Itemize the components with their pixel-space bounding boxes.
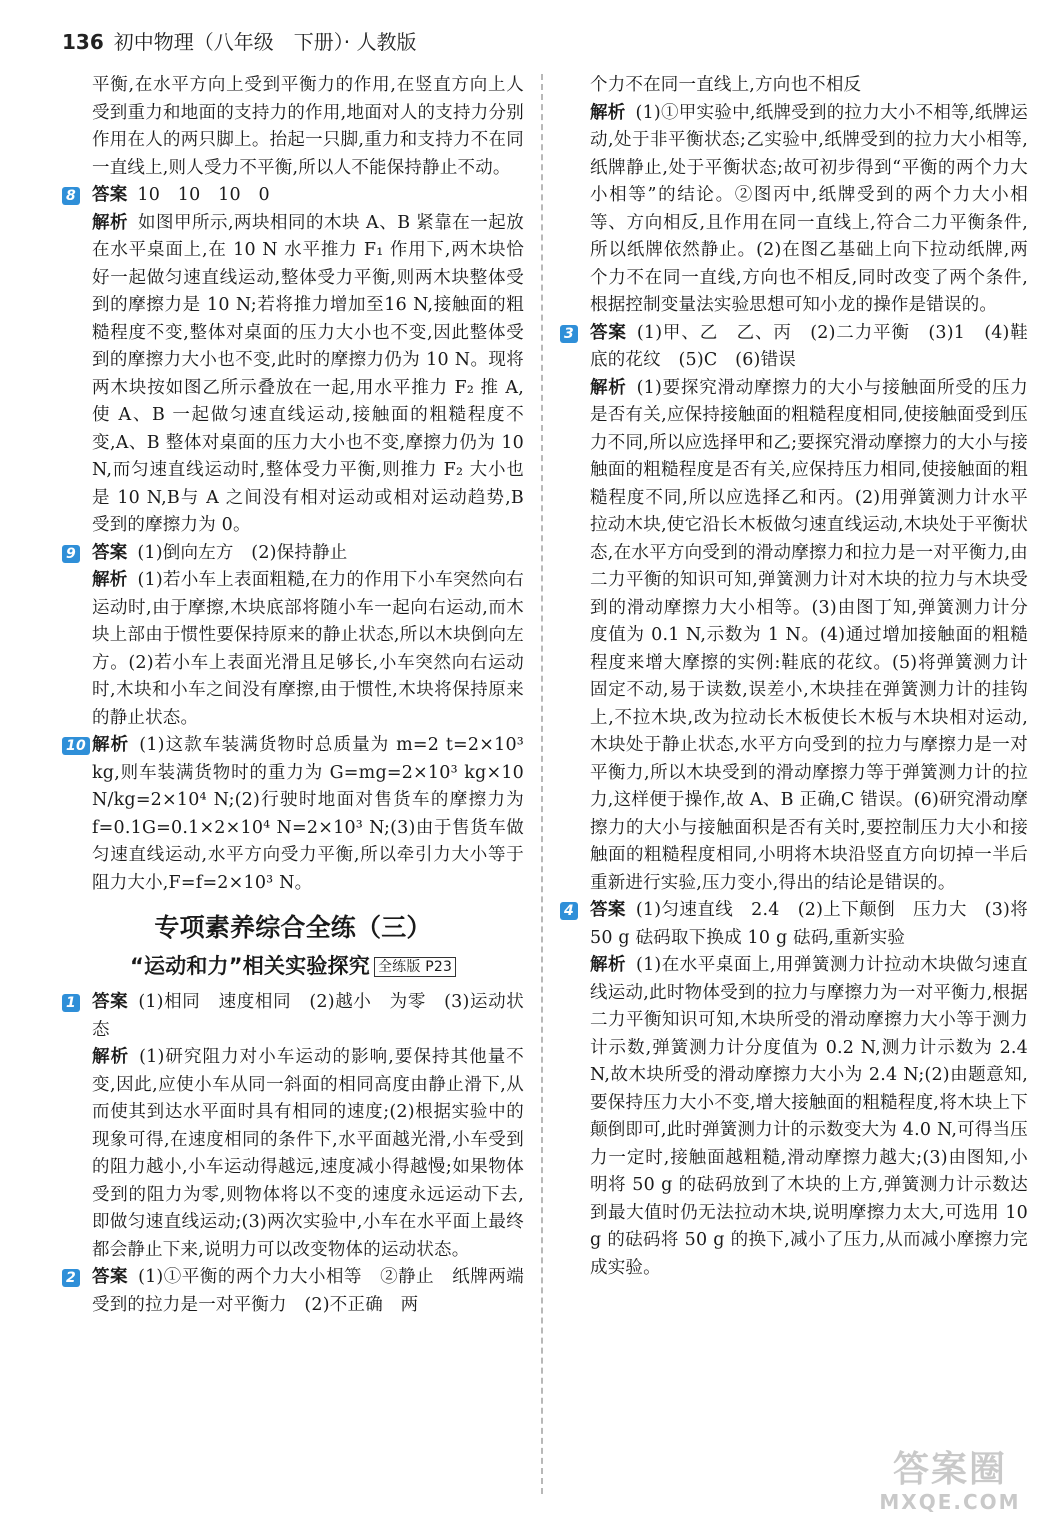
page-number: 136 [62,30,104,54]
analysis-label: 解析 [590,102,626,123]
analysis-text: (1)这款车装满货物时总质量为 m=2 t=2×10³ kg,则车装满货物时的重力为 G=mg=2×10³ kg×10 N/kg=2×10⁴ N;(2)行驶时地面对售货车的摩擦力为 f=0.1G=0.1×2×10⁴ N=2×10³ N;(3)由于售货车做匀速直线运动,水平方向受力平衡,所以牵引力大小等于阻力大小,F=f=2×10³ N。 [92,735,524,893]
question-number: 8 [62,187,80,205]
right-column [560,72,1028,1282]
question-number: 10 [62,737,90,755]
analysis-text: (1)在水平桌面上,用弹簧测力计拉动木块做匀速直线运动,此时物体受到的拉力与摩擦力为一对平衡力,根据二力平衡知识可知,木块所受的滑动摩擦力大小等于测力计示数,弹簧测力计分度值为 0.2 N,测力计示数为 2.4 N,故木块所受的滑动摩擦力大小为 2.4 N;(2)由题意知,要保持压力大小不变,增大接触面的粗糙程度,将木块上下颠倒即可,此时弹簧测力计的示数变大为 4.0 N,可得当压力一定时,接触面越粗糙,滑动摩擦力越大;(3)由图知,小明将 50 g 的砝码放到了木块的上方,弹簧测力计示数达到最大值时仍无法拉动木块,说明摩擦力太大,可选用 10 g 的砝码将 50 g 的换下,减小了压力,从而减小摩擦力完成实验。 [590,955,1028,1278]
question-number: 3 [560,325,578,343]
analysis-label: 解析 [92,212,128,233]
question-number: 2 [62,1269,80,1287]
section-tag: 全练版 P23 [374,957,456,977]
question-number: 9 [62,545,80,563]
section-subtitle-text: “运动和力”相关实验探究 [129,954,370,978]
book-title: 初中物理（八年级 下册）· 人教版 [113,30,417,54]
answer-label: 答案 [92,992,129,1012]
analysis-text: (1)若小车上表面粗糙,在力的作用下小车突然向右运动时,由于摩擦,木块底部将随小车一起向右运动,而木块上部由于惯性要保持原来的静止状态,所以木块倒向左方。(2)若小车上表面光滑且足够长,小车突然向右运动时,木块和小车之间没有摩擦,由于惯性,木块将保持原来的静止状态。 [92,570,524,728]
analysis-text: (1)要探究滑动摩擦力的大小与接触面所受的压力是否有关,应保持接触面的粗糙程度相同,使接触面受到压力不同,所以应选择甲和乙;要探究滑动摩擦力的大小与接触面的粗糙程度是否有关,应保持压力相同,使接触面的粗糙程度不同,所以应选择乙和丙。(2)用弹簧测力计水平拉动木块,使它沿长木板做匀速直线运动,木块处于平衡状态,在水平方向受到的滑动摩擦力和拉力是一对平衡力,由二力平衡的知识可知,弹簧测力计对木块的拉力与木块受到的滑动摩擦力大小相等。(3)由图丁知,弹簧测力计分度值为 0.1 N,示数为 1 N。(4)通过增加接触面的粗糙程度来增大摩擦的实例:鞋底的花纹。(5)将弹簧测力计固定不动,易于读数,误差小,木块挂在弹簧测力计的挂钩上,不拉木块,改为拉动长木板使长木板与木块相对运动,木块处于静止状态,水平方向受到的拉力与摩擦力是一对平衡力,所以木块受到的滑动摩擦力等于弹簧测力计的拉力,这样便于操作,故 A、B 正确,C 错误。(6)研究滑动摩擦力的大小与接触面积是否有关时,要控制压力大小和接触面的粗糙程度相同,小明将木块沿竖直方向切掉一半后重新进行实验,压力变小,得出的结论是错误的。 [590,377,1028,893]
watermark [870,1450,1030,1514]
answer-text: (1)匀速直线 2.4 (2)上下颠倒 压力大 (3)将 50 g 砝码取下换成 10 g 砝码,重新实验 [590,900,1028,948]
answer-label: 答案 [590,322,627,343]
answer-text: (1)相同 速度相同 (2)越小 为零 (3)运动状态 [92,992,524,1040]
continued-text: 平衡,在水平方向上受到平衡力的作用,在竖直方向上人受到重力和地面的支持力的作用,地面对人的支持力分别作用在人的两只脚上。抬起一只脚,重力和支持力不在同一直线上,则人受力不平衡,所以人不能保持静止不动。 [92,75,524,178]
question-10 [62,732,524,897]
section-title: 专项素养综合全练（三） [154,913,432,942]
question-3 [560,320,1028,898]
answer-label: 答案 [92,542,128,563]
page-header [62,26,416,55]
column-divider [541,74,543,1494]
analysis-text: 如图甲所示,两块相同的木块 A、B 紧靠在一起放在水平桌面上,在 10 N 水平推力 F₁ 作用下,两木块恰好一起做匀速直线运动,整体受力平衡,则两木块整体受到的摩擦力是 10 N;若将推力增加至16 N,接触面的粗糙程度不变,整体对桌面的压力大小也不变,因此整体受到的摩擦力大小也不变,此时的摩擦力仍为 10 N。现将两木块按如图乙所示叠放在一起,用水平推力 F₂ 推 A,使 A、B 一起做匀速直线运动,接触面的粗糙程度不变,A、B 整体对桌面的压力大小也不变,摩擦力仍为 10 N,而匀速直线运动时,整体受力平衡,则推力 F₂ 大小也是 10 N,B与 A 之间没有相对运动或相对运动趋势,B 受到的摩擦力为 0。 [92,212,524,535]
analysis-label: 解析 [92,1047,130,1067]
analysis-label: 解析 [590,377,627,398]
left-column [62,72,524,1319]
answer-text: 10 10 10 0 [137,185,270,205]
section-subtitle [62,951,524,981]
analysis-text: (1)①甲实验中,纸牌受到的拉力大小不相等,纸牌运动,处于非平衡状态;乙实验中,纸牌受到的拉力大小相等,纸牌静止,处于平衡状态;故可初步得到“平衡的两个力大小相等”的结论。②图丙中,纸牌受到的两个力大小相等、方向相反,且作用在同一直线上,符合二力平衡条件,所以纸牌依然静止。(2)在图乙基础上向下拉动纸牌,两个力不在同一直线,方向也不相反,同时改变了两个条件,根据控制变量法实验思想可知小龙的操作是错误的。 [590,102,1028,315]
question-4 [560,897,1028,1282]
analysis-label: 解析 [590,955,627,975]
answer-label: 答案 [92,185,128,205]
question-2-continued [560,72,1028,320]
answer-text: (1)甲、乙 乙、丙 (2)二力平衡 (3)1 (4)鞋底的花纹 (5)C (6)错误 [590,322,1028,370]
analysis-label: 解析 [92,570,128,590]
answer-text: (1)①平衡的两个力大小相等 ②静止 纸牌两端受到的拉力是一对平衡力 (2)不正确 两 [92,1267,524,1315]
answer-label: 答案 [92,1267,129,1287]
question-9 [62,540,524,733]
watermark-line-2: MXQE.COM [879,1490,1021,1514]
watermark-line-1: 答案圈 [892,1449,1007,1490]
question-8 [62,182,524,540]
answer-continued: 个力不在同一直线上,方向也不相反 [590,75,862,95]
answer-label: 答案 [590,900,626,920]
question-2 [62,1264,524,1319]
question-1 [62,989,524,1264]
answer-text: (1)倒向左方 (2)保持静止 [137,542,348,563]
question-number: 4 [560,902,578,920]
question-number: 1 [62,994,80,1012]
analysis-text: (1)研究阻力对小车运动的影响,要保持其他量不变,因此,应使小车从同一斜面的相同高度由静止滑下,从而使其到达水平面时具有相同的速度;(2)根据实验中的现象可得,在速度相同的条件下,水平面越光滑,小车受到的阻力越小,小车运动得越远,速度减小得越慢;如果物体受到的阻力为零,则物体将以不变的速度永远运动下去,即做匀速直线运动;(3)两次实验中,小车在水平面上最终都会静止下来,说明力可以改变物体的运动状态。 [92,1047,524,1260]
analysis-label: 解析 [92,735,130,755]
